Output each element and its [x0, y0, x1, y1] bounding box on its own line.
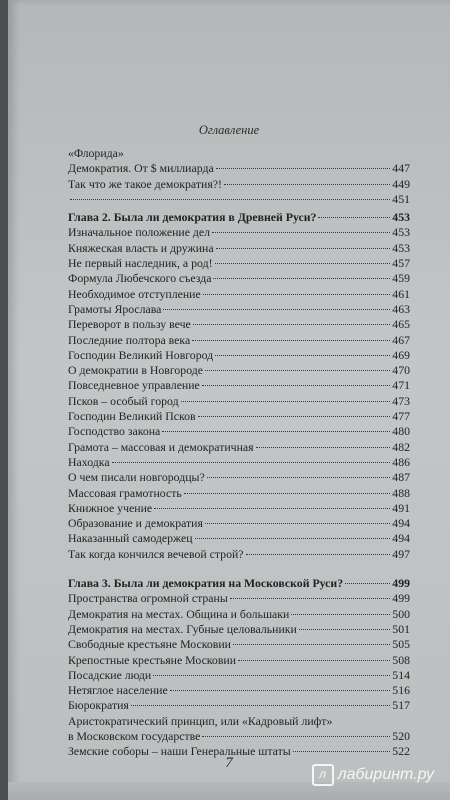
entry-page-number: 488: [392, 485, 410, 500]
entry-title: Свободные крестьяне Московии: [68, 637, 231, 652]
dot-leader: [163, 309, 390, 310]
entry-title: О чем писали новгородцы?: [68, 470, 205, 485]
entry-title: в Московском государстве: [68, 728, 201, 743]
watermark-text: лабиринт.ру: [337, 766, 434, 783]
entry-title: Демократия на местах. Губные целовальники: [68, 621, 297, 636]
toc-entry: [68, 440, 410, 455]
chapter-heading: [68, 576, 410, 591]
entry-page-number: 494: [392, 531, 410, 546]
running-head: Оглавление: [198, 123, 260, 137]
entry-title: О демократии в Новгороде: [68, 363, 204, 378]
entry-page-number: 480: [392, 424, 410, 439]
entry-title: Изначальное положение дел: [68, 225, 211, 240]
toc-entry: [68, 683, 410, 698]
dot-leader: [224, 184, 390, 185]
dot-leader: [202, 385, 391, 386]
entry-page-number: 477: [392, 409, 410, 424]
dot-leader: [154, 508, 390, 509]
entry-page-number: 459: [392, 271, 410, 286]
entry-title: Переворот в пользу вече: [68, 317, 191, 332]
dot-leader: [233, 644, 390, 645]
entry-title: Бюрократия: [68, 698, 129, 713]
dot-leader: [184, 493, 391, 494]
entry-page-number: 457: [392, 256, 410, 271]
dot-leader: [205, 523, 390, 524]
entry-page-number: 486: [392, 454, 410, 469]
entry-title: Не первый наследник, а род!: [68, 256, 213, 271]
dot-leader: [318, 217, 390, 218]
entry-title: Господин Великий Новгород: [68, 347, 214, 362]
dot-leader: [70, 199, 390, 200]
toc-entry: [68, 256, 410, 271]
entry-page-number: 517: [392, 698, 410, 713]
dot-leader: [153, 675, 390, 676]
toc-entry: [68, 146, 410, 161]
toc-entry: [68, 501, 410, 516]
toc-entry: [68, 317, 410, 332]
dot-leader: [215, 355, 390, 356]
entry-page-number: 501: [392, 621, 410, 636]
toc-entry: [68, 225, 410, 240]
entry-page-number: 453: [392, 225, 410, 240]
toc-entry: [68, 698, 410, 713]
entry-page-number: 499: [392, 576, 410, 591]
toc-entry: [68, 302, 410, 317]
entry-title: Последние полтора века: [68, 332, 191, 347]
toc-entry: [68, 161, 410, 176]
dot-leader: [198, 416, 391, 417]
entry-title: Так когда кончился вечевой строй?: [68, 546, 244, 561]
entry-page-number: 453: [392, 240, 410, 255]
entry-page-number: 520: [392, 728, 410, 743]
dot-leader: [192, 340, 390, 341]
entry-page-number: 514: [392, 667, 410, 682]
entry-page-number: 453: [392, 210, 410, 225]
entry-title: Крепостные крестьяне Московии: [68, 652, 237, 667]
dot-leader: [230, 598, 391, 599]
toc-entry: [68, 607, 410, 622]
toc-entry: [68, 409, 410, 424]
toc-entry: [68, 192, 410, 207]
toc-entry: [68, 470, 410, 485]
entry-title: Демократия на местах. Община и большаки: [68, 606, 290, 621]
entry-page-number: 516: [392, 683, 410, 698]
entry-title: Повседневное управление: [68, 378, 200, 393]
entry-page-number: 491: [392, 500, 410, 515]
dot-leader: [181, 401, 391, 402]
dot-leader: [193, 324, 391, 325]
entry-title: Посадские люди: [68, 667, 152, 682]
entry-page-number: 449: [392, 176, 410, 191]
entry-page-number: 451: [392, 191, 410, 206]
entry-page-number: 469: [392, 347, 410, 362]
entry-title: Образование и демократия: [68, 516, 203, 531]
toc-entry: [68, 333, 410, 348]
dot-leader: [256, 447, 391, 448]
dot-leader: [246, 554, 391, 555]
toc-entry: [68, 637, 410, 652]
toc-entry: [68, 394, 410, 409]
toc-entry: [68, 516, 410, 531]
toc-entry: [68, 668, 410, 683]
toc-entry: [68, 363, 410, 378]
entry-title: Псков – особый город: [68, 393, 179, 408]
dot-leader: [131, 705, 390, 706]
toc-entry: [68, 531, 410, 546]
dot-leader: [238, 660, 390, 661]
entry-page-number: 487: [392, 470, 410, 485]
entry-title: Грамота – массовая и демократичная: [68, 439, 254, 454]
chapter-heading: [68, 210, 410, 225]
toc-entry: [68, 378, 410, 393]
toc-entry: [68, 424, 410, 439]
toc-entry: [68, 241, 410, 256]
dot-leader: [216, 248, 391, 249]
entry-title: Господин Великий Псков: [68, 409, 196, 424]
toc-entry: [68, 348, 410, 363]
entry-page-number: 473: [392, 393, 410, 408]
entry-title: Грамоты Ярослава: [68, 301, 162, 316]
entry-page-number: 505: [392, 637, 410, 652]
toc-entry: [68, 729, 410, 744]
dot-leader: [207, 477, 391, 478]
dot-leader: [216, 168, 391, 169]
entry-title: Массовая грамотность: [68, 485, 182, 500]
entry-title: Глава 2. Была ли демократия в Древней Руси?: [68, 210, 317, 225]
dot-leader: [299, 629, 390, 630]
book-page: [8, 0, 450, 800]
dot-leader: [212, 232, 390, 233]
entry-title: Так что же такое демократия?!: [68, 176, 222, 191]
entry-page-number: 471: [392, 378, 410, 393]
entry-page-number: 482: [392, 439, 410, 454]
entry-page-number: 463: [392, 301, 410, 316]
entry-title: Пространства огромной страны: [68, 591, 228, 606]
entry-page-number: 497: [392, 546, 410, 561]
entry-page-number: 499: [392, 591, 410, 606]
entry-title: Книжное учение: [68, 500, 153, 515]
watermark: [312, 764, 434, 786]
toc-entry: [68, 591, 410, 606]
toc-entry: [68, 622, 410, 637]
entry-title: Господство закона: [68, 424, 161, 439]
toc-entry: [68, 455, 410, 470]
dot-leader: [293, 751, 391, 752]
entry-page-number: 494: [392, 516, 410, 531]
entry-title: Глава 3. Была ли демократия на Московской Руси?: [68, 576, 344, 591]
toc-entry: [68, 271, 410, 286]
entry-title: Находка: [68, 454, 110, 469]
entry-page-number: 522: [392, 744, 410, 759]
entry-page-number: 447: [392, 161, 410, 176]
dot-leader: [205, 370, 390, 371]
entry-title: Земские соборы – наши Генеральные штаты: [68, 744, 291, 759]
toc-entry: [68, 653, 410, 668]
entry-page-number: 461: [392, 286, 410, 301]
dot-leader: [195, 538, 391, 539]
toc-entry: [68, 714, 410, 729]
dot-leader: [162, 431, 390, 432]
dot-leader: [215, 263, 391, 264]
entry-page-number: 500: [392, 606, 410, 621]
toc-entry: [68, 486, 410, 501]
entry-title: Необходимое отступление: [68, 286, 201, 301]
entry-title: Княжеская власть и дружина: [68, 240, 214, 255]
entry-title: Наказанный самодержец: [68, 531, 193, 546]
entry-page-number: 465: [392, 317, 410, 332]
dot-leader: [202, 736, 390, 737]
dot-leader: [170, 690, 391, 691]
table-of-contents: [68, 146, 410, 760]
toc-entry: [68, 547, 410, 562]
dot-leader: [291, 614, 390, 615]
page-number: 7: [225, 755, 233, 771]
entry-page-number: 467: [392, 332, 410, 347]
entry-title: Аристократический принцип, или «Кадровый лифт»: [68, 713, 333, 728]
entry-page-number: 508: [392, 652, 410, 667]
dot-leader: [213, 278, 390, 279]
entry-title: Демократия. От $ миллиарда: [68, 161, 214, 176]
entry-title: «Флорида»: [68, 146, 124, 160]
dot-leader: [112, 462, 391, 463]
entry-page-number: 470: [392, 363, 410, 378]
entry-title: Формула Любечского съезда: [68, 271, 212, 286]
toc-entry: [68, 287, 410, 302]
dot-leader: [203, 294, 391, 295]
labirint-logo-icon: л: [312, 764, 334, 786]
entry-title: Нетяглое население: [68, 683, 168, 698]
dot-leader: [345, 583, 390, 584]
toc-entry: [68, 177, 410, 192]
